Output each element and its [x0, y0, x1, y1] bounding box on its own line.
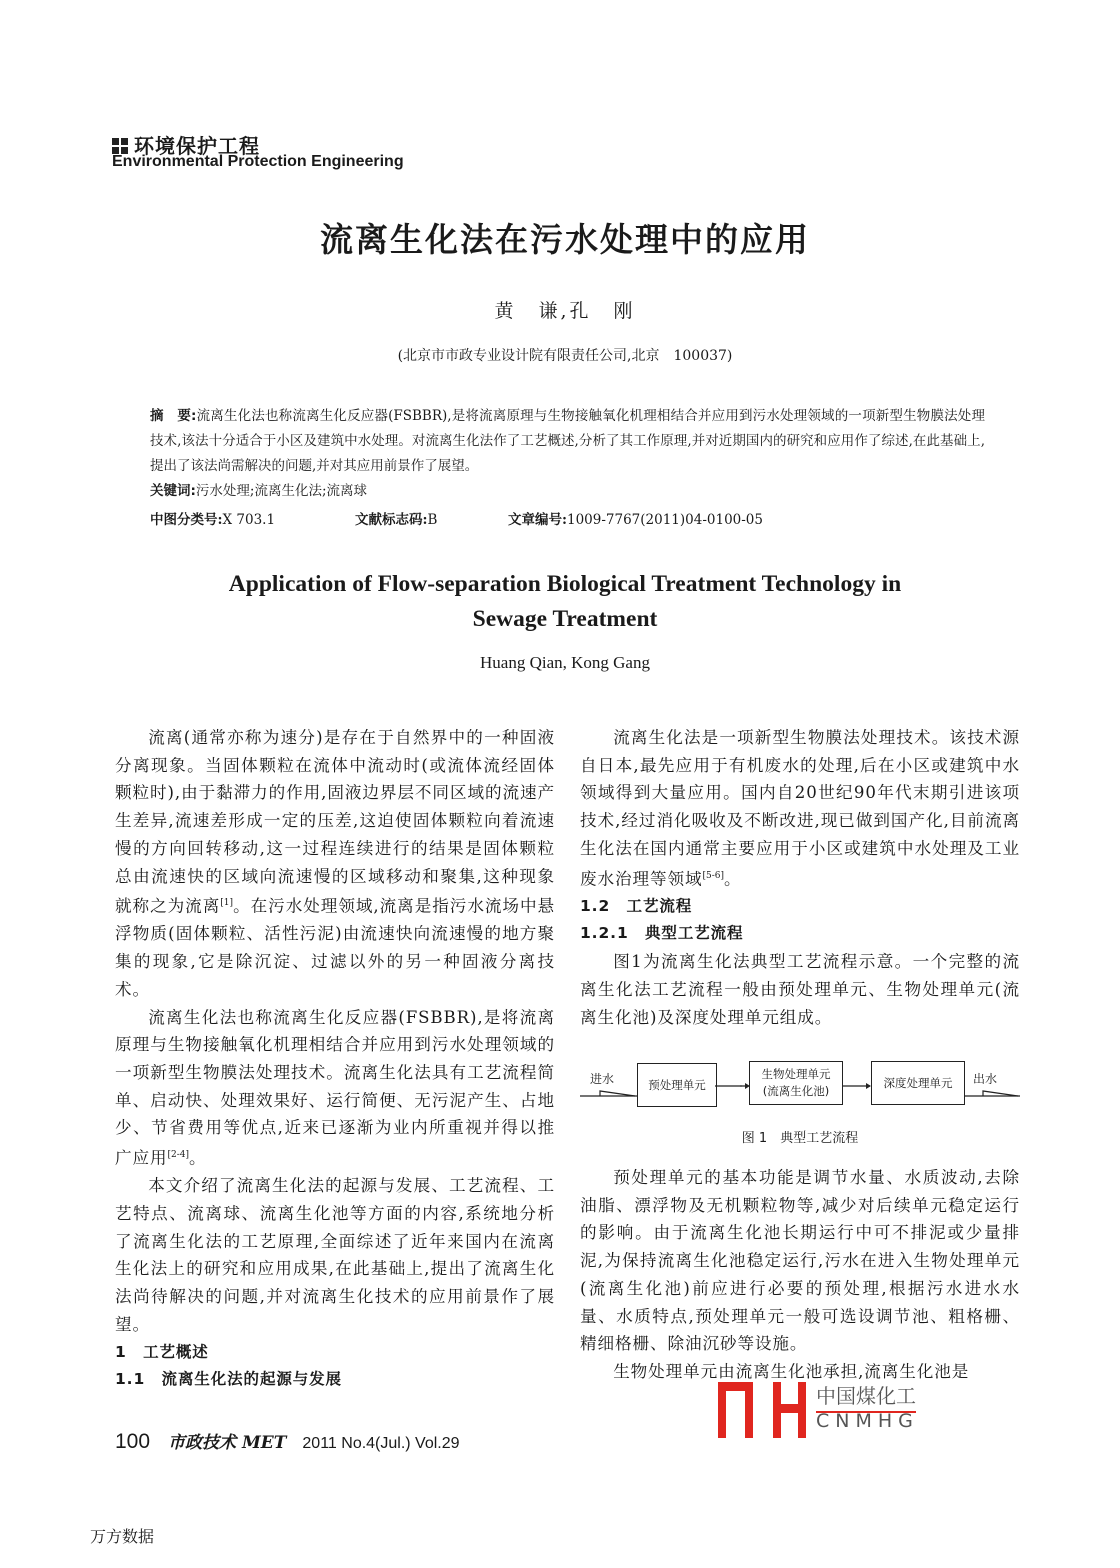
box-label: 生物处理单元: [761, 1067, 831, 1081]
keywords-label: 关键词:: [150, 483, 196, 499]
paper-title: 流离生化法在污水处理中的应用: [320, 220, 810, 259]
citation: [2-4]: [167, 1150, 189, 1161]
paragraph: 预处理单元的基本功能是调节水量、水质波动,去除油脂、漂浮物及无机颗粒物等,减少对后续单元稳定运行的影响。由于流离生化池长期运行中可不排泥或少量排泥,为保持流离生化池稳定运行,污水在进入生物处理单元(流离生化池)前应进行必要的预处理,根据污水进水水量、水质特点,预处理单元一般可选设调节池、粗格栅、精细格栅、除油沉砂等设施。: [580, 1168, 1020, 1354]
left-column: [115, 724, 555, 1394]
text: 。: [723, 869, 742, 889]
clc: X 703.1: [222, 512, 276, 528]
text: 流离(通常亦称为速分)是存在于自然界中的一种固液分离现象。当固体颗粒在流体中流动时(或流体流经固体颗粒时),由于黏滞力的作用,固液边界层不同区域的流速产生差异,流速差形成一定的压差,这迫使固体颗粒向着流速慢的方向回转移动,这一过程连续进行的结果是固体颗粒总由流速快的区域向流速慢的区域移动和聚集,这种现象就称之为流离: [115, 728, 555, 916]
box-label: (流离生化池): [762, 1084, 830, 1098]
section-heading: 1 工艺概述: [115, 1342, 209, 1361]
clc-label: 中图分类号:: [150, 512, 223, 528]
affiliation: (北京市市政专业设计院有限责任公司,北京 100037): [397, 348, 733, 364]
page-footer: [115, 1428, 460, 1454]
keywords: 污水处理;流离生化法;流离球: [195, 483, 368, 499]
journal-name: 市政技术 MET: [168, 1433, 287, 1453]
text: 。在污水处理领域,流离是指污水流场中悬浮物质(固体颗粒、活性污泥)由流速快向流速慢的地方聚集的现象,它是除沉淀、过滤以外的另一种固液分离技术。: [115, 896, 556, 999]
journal-section-en: Environmental Protection Engineering: [112, 153, 404, 170]
abstract-text: 流离生化法也称流离生化反应器(FSBBR),是将流离原理与生物接触氧化机理相结合并应用到污水处理领域的一项新型生物膜法处理技术,该法十分适合于小区及建筑中水处理。对流离生化法作了工艺概述,分析了其工作原理,并对近期国内的研究和应用作了综述,在此基础上,提出了该法尚需解决的问题,并对其应用前景作了展望。: [150, 408, 985, 474]
paragraph: 图1为流离生化法典型工艺流程示意。一个完整的流离生化法工艺流程一般由预处理单元、生物处理单元(流离生化池)及深度处理单元组成。: [580, 952, 1020, 1027]
english-authors: Huang Qian, Kong Gang: [480, 653, 650, 672]
process-flow-figure: [580, 1058, 1020, 1118]
paragraph: 生物处理单元由流离生化池承担,流离生化池是: [613, 1361, 970, 1381]
paragraph: [115, 724, 555, 1004]
inlet-label: 进水: [590, 1072, 615, 1086]
abstract: [150, 404, 985, 504]
english-title-line: Application of Flow-separation Biological Treatment Technology in: [228, 571, 902, 597]
text: 流离生化法也称流离生化反应器(FSBBR),是将流离原理与生物接触氧化机理相结合并应用到污水处理领域的一项新型生物膜法处理技术。流离生化法具有工艺流程简单、启动快、处理效果好、运行简便、无污泥产生、占地少、节省费用等优点,近来已逐渐为业内所重视并得以推广应用: [115, 1007, 555, 1168]
advanced-treatment-box: 深度处理单元: [871, 1061, 965, 1105]
paragraph: [580, 724, 1020, 893]
issue-info: 2011 No.4(Jul.) Vol.29: [302, 1435, 460, 1452]
paragraph: 本文介绍了流离生化法的起源与发展、工艺流程、工艺特点、流离球、流离生化池等方面的内容,系统地分析了流离生化法的工艺原理,全面综述了近年来国内在流离生化法上的研究和应用成果,在此基础上,提出了流离生化法尚待解决的问题,并对流离生化技术的应用前景作了展望。: [115, 1176, 555, 1334]
logo-en-text: CNMHG: [816, 1410, 919, 1432]
classification-row: [150, 508, 763, 528]
journal-section-cn: 环境保护工程: [112, 130, 260, 159]
text: 。: [189, 1148, 207, 1168]
english-title-line: Sewage Treatment: [472, 606, 658, 632]
subsection-heading: 1.1 流离生化法的起源与发展: [115, 1370, 342, 1389]
figure-caption: 图 1 典型工艺流程: [741, 1131, 859, 1146]
wanfang-watermark: 万方数据: [90, 1527, 155, 1546]
doc-code-label: 文献标志码:: [355, 512, 428, 528]
text: 流离生化法是一项新型生物膜法处理技术。该技术源自日本,最先应用于有机废水的处理,后在小区或建筑中水领域得到大量应用。国内自20世纪90年代末期引进该项技术,经过消化吸收及不断改进,现已做到国产化,目前流离生化法在国内通常主要应用于小区或建筑中水处理及工业废水治理等领域: [580, 728, 1020, 889]
page-number: 100: [115, 1430, 151, 1453]
citation: [5-6]: [702, 870, 724, 881]
subsubsection-heading: 1.2.1 典型工艺流程: [580, 924, 744, 943]
subsection-heading: 1.2 工艺流程: [580, 896, 693, 915]
pretreatment-box: 预处理单元: [637, 1063, 717, 1107]
citation: [1]: [220, 898, 234, 909]
square-bullet-icon: [112, 138, 128, 154]
article-no-label: 文章编号:: [508, 512, 567, 528]
article-no: 1009-7767(2011)04-0100-05: [566, 512, 763, 528]
english-title: [0, 567, 1120, 637]
bio-treatment-box: [749, 1061, 843, 1105]
right-column: [580, 724, 1020, 1031]
outlet-label: 出水: [973, 1072, 998, 1086]
mh-logo-mark: [718, 1380, 808, 1440]
right-column-continued: [580, 1164, 1020, 1386]
doc-code: B: [427, 512, 438, 528]
abstract-label: 摘 要:: [150, 408, 197, 424]
logo-cn-text: 中国煤化工: [816, 1380, 916, 1413]
authors: 黄 谦,孔 刚: [494, 300, 636, 322]
paragraph: [115, 1004, 555, 1173]
cnmhg-logo: [718, 1380, 928, 1440]
